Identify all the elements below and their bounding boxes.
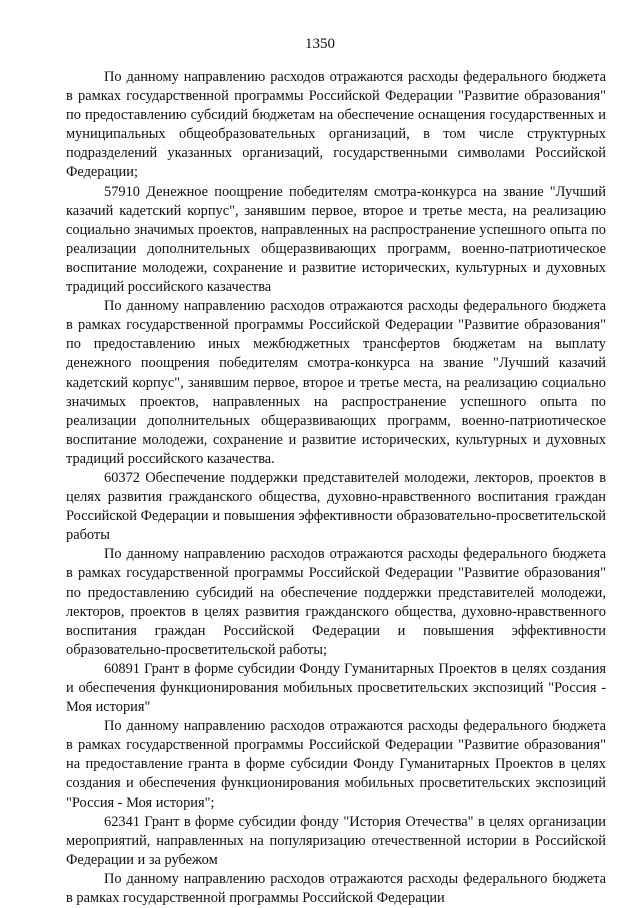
page-number: 1350 xyxy=(305,36,335,52)
body-text xyxy=(66,68,606,908)
paragraph: 60891 Грант в форме субсидии Фонду Гуманитарных Проектов в целях создания и обеспечения функционирования мобильных просветительских экспозиций "Россия - Моя история" xyxy=(66,660,606,716)
paragraph: По данному направлению расходов отражаются расходы федерального бюджета в рамках государственной программы Российской Федерации "Развитие образования" по предоставлению субсидий на обеспечение поддержки представителей молодежи, лекторов, проектов в целях развития гражданского общества, духовно-нравственного воспитания граждан Российской Федерации и повышения эффективности образовательно-просветительской работы; xyxy=(66,546,606,658)
paragraph: 60372 Обеспечение поддержки представителей молодежи, лекторов, проектов в целях развития гражданского общества, духовно-нравственного воспитания граждан Российской Федерации и повышения эффективности образовательно-просветительской работы xyxy=(66,469,606,544)
paragraph: По данному направлению расходов отражаются расходы федерального бюджета в рамках государственной программы Российской Федерации "Развитие образования" на предоставление гранта в форме субсидии Фонду Гуманитарных Проектов в целях создания и обеспечения функционирования мобильных просветительских экспозиций "Россия - Моя история"; xyxy=(66,718,606,811)
paragraph: 57910 Денежное поощрение победителям смотра-конкурса на звание "Лучший казачий кадетский корпус", занявшим первое, второе и третье места, на реализацию социально значимых проектов, направленных на распространение успешного опыта по реализации дополнительных общеразвивающих программ, военно-патриотическое воспитание молодежи, сохранение и развитие исторических, культурных и духовных традиций российского казачества xyxy=(66,183,606,296)
paragraph: По данному направлению расходов отражаются расходы федерального бюджета в рамках государственной программы Российской Федерации xyxy=(66,870,606,907)
paragraph: По данному направлению расходов отражаются расходы федерального бюджета в рамках государственной программы Российской Федерации "Развитие образования" по предоставлению иных межбюджетных трансфертов бюджетам на выплату денежного поощрения победителям смотра-конкурса на звание "Лучший казачий кадетский корпус", занявшим первое, второе и третье места, на реализацию социально значимых проектов, направленных на распространение успешного опыта по реализации дополнительных общеразвивающих программ, военно-патриотическое воспитание молодежи, сохранение и развитие исторических, культурных и духовных традиций российского казачества. xyxy=(66,298,606,467)
paragraph: По данному направлению расходов отражаются расходы федерального бюджета в рамках государственной программы Российской Федерации "Развитие образования" по предоставлению субсидий бюджетам на обеспечение оснащения государственных и муниципальных общеобразовательных организаций, в том числе структурных подразделений указанных организаций, государственными символами Российской Федерации; xyxy=(66,69,606,181)
paragraph: 62341 Грант в форме субсидии фонду "История Отечества" в целях организации мероприятий, направленных на популяризацию отечественной истории в Российской Федерации и за рубежом xyxy=(66,813,606,868)
